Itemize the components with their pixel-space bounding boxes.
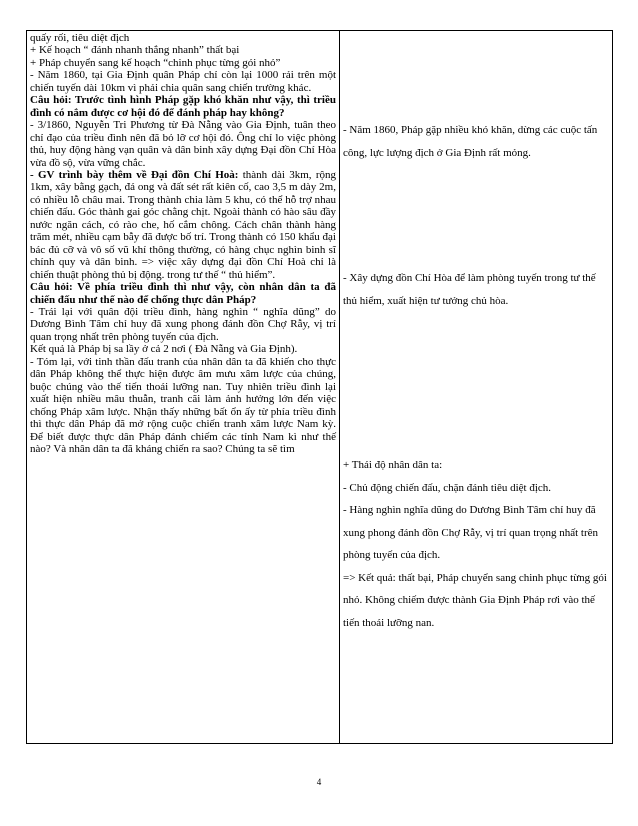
paragraph-text: : Về phía triều đình thì như vậy, còn nhân dân ta đã chiến đấu như thế nào để chống thực dân Pháp? (30, 281, 336, 306)
left-column-text (27, 31, 339, 455)
paragraph-0 (30, 32, 336, 44)
paragraph-text: : Trước tình hình Pháp gặp khó khăn như vậy, thì triều đình có nắm được cơ hội đó để đánh pháp hay không? (30, 94, 336, 119)
content-line: + Thái độ nhân dân ta: (343, 459, 443, 471)
content-block-3 (343, 454, 608, 634)
page-number: 4 (316, 777, 322, 787)
question-label: Câu hỏi (30, 281, 69, 294)
content-column (340, 31, 613, 744)
content-block-2 (343, 267, 608, 312)
paragraph-text: Kết quả là Pháp bị sa lầy ở cả 2 nơi ( Đà Nẵng và Gia Định). (30, 343, 298, 356)
paragraph-text: thành dài 3km, rộng 1km, xây bằng gạch, đá ong và đất sét rất kiên cố, cao 3,5 m dày 2m, có nhiều lỗ châu mai. Trong thành chia làm 5 khu, có thể hỗ trợ nhau chiến đấu. Góc thành gai góc chằng chịt. Ngoài thành có hào sâu đầy nước ngăn cách, có rào che, hố cắm chông. Cách chân thành hàng trăm mét, nhiều cạm bẫy đã được bố trí. Trong thành có 150 khẩu đại bác đủ cỡ và vô số vũ khí thông thường, có hàng chục nghìn binh sĩ chính quy và dân binh. => việc xây dựng đại đồn Chí Hoà chỉ là chiến thuật phòng thủ bị động. trong tư thế “ thủ hiểm”. (30, 168, 336, 281)
paragraph-1 (30, 44, 336, 56)
paragraph-text: + Kế hoạch “ đánh nhanh thắng nhanh” thất bại (30, 44, 240, 57)
paragraph-4 (30, 94, 336, 119)
paragraph-text: - 3/1860, Nguyễn Tri Phương từ Đà Nẵng vào Gia Định, tuân theo chỉ đạo của triều đình nên đã bỏ lỡ cơ hội đó. Ông chỉ lo việc phòng thủ, huy động hàng vạn quân và dân binh xây dựng Đại đồn Chí Hòa vừa đồ sộ, vừa vững chắc. (30, 119, 336, 169)
paragraph-text: - Năm 1860, tại Gia Định quân Pháp chỉ còn lại 1000 rải trên một chiến tuyến dài 10km vì phải chia quân sang chiến trường khác. (30, 69, 336, 94)
table-row (27, 31, 613, 744)
question-label: Câu hỏi (30, 94, 68, 107)
content-line: - Xây dựng đồn Chí Hòa để làm phòng tuyến trong tư thế thủ hiểm, xuất hiện tư tưởng chủ hòa. (343, 272, 596, 307)
paragraph-6 (30, 169, 336, 281)
paragraph-text: + Pháp chuyển sang kế hoạch “chinh phục từng gói nhỏ” (30, 56, 281, 69)
content-line: - Năm 1860, Pháp gặp nhiều khó khăn, dừng các cuộc tấn công, lực lượng địch ở Gia Định rất mỏng. (343, 124, 598, 159)
teacher-activity-column (27, 31, 340, 744)
paragraph-7 (30, 281, 336, 306)
lesson-table (26, 30, 613, 744)
content-line: - Hàng nghìn nghĩa dũng do Dương Bình Tâm chỉ huy đã xung phong đánh đồn Chợ Rẫy, vị trí quan trọng nhất trên phòng tuyến của địch. (343, 504, 599, 561)
paragraph-text: - Trái lại với quân đội triều đình, hàng nghìn “ nghĩa dũng” do Dương Bình Tâm chỉ huy đã xung phong đánh đồn Chợ Rẫy, vị trí quan trọng nhất trên phòng tuyến của địch. (30, 305, 336, 343)
paragraph-text: quấy rối, tiêu diệt địch (30, 32, 130, 44)
paragraph-5 (30, 119, 336, 169)
paragraph-10 (30, 356, 336, 456)
content-line: => Kết quả: thất bại, Pháp chuyển sang chinh phục từng gói nhỏ. Không chiếm được thành Gia Định Pháp rơi vào thế tiến thoái lưỡng nan. (343, 571, 607, 629)
paragraph-text: - Tóm lại, với tinh thần đấu tranh của nhân dân ta đã khiến cho thực dân Pháp không thể thực hiện được âm mưu xâm lược của chúng, buộc chúng vào thế tiến thoái lưỡng nan. Tuy nhiên triều đình lại xuất hiện nhiều mâu thuẫn, tranh cãi làm ảnh hưởng lớn đến việc chống Pháp xâm lược. Nhận thấy những bất ổn ấy từ phía triều đình thì thực dân Pháp đã mở rộng cuộc chiến tranh xâm lược Nam kỳ. Để biết được thực dân Pháp đánh chiếm các tỉnh Nam kì như thế nào? Và nhân dân ta đã kháng chiến ra sao? Chúng ta sẽ tìm (30, 355, 336, 455)
paragraph-9 (30, 343, 336, 355)
content-block-1 (343, 119, 608, 164)
content-line: - Chủ động chiến đấu, chặn đánh tiêu diệt địch. (343, 481, 552, 494)
teacher-note-label: - GV trình bày thêm về Đại đồn Chí Hoà: (30, 168, 239, 181)
paragraph-2 (30, 57, 336, 69)
paragraph-8 (30, 306, 336, 343)
paragraph-3 (30, 69, 336, 94)
